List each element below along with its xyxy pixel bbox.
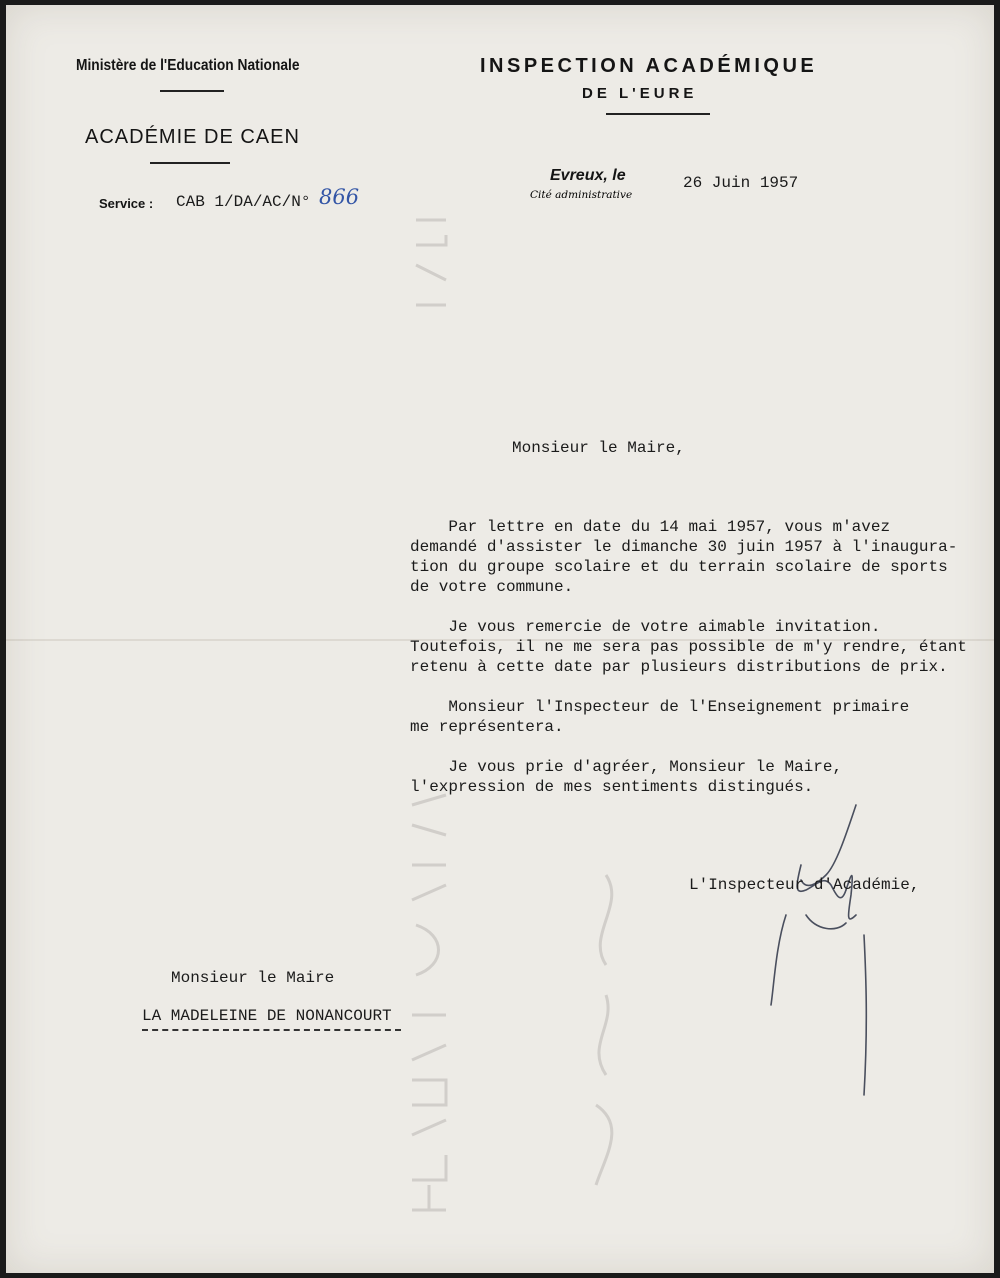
body-line: Toutefois, il ne me sera pas possible de m'y rendre, étant — [410, 638, 967, 656]
body-line: Je vous prie d'agréer, Monsieur le Maire, — [410, 758, 843, 776]
recipient-place: LA MADELEINE DE NONANCOURT — [142, 1007, 392, 1025]
department-subtitle: DE L'EURE — [582, 85, 698, 102]
recipient-title: Monsieur le Maire — [171, 969, 335, 987]
body-line: retenu à cette date par plusieurs distributions de prix. — [410, 658, 948, 676]
body-line: Je vous remercie de votre aimable invitation. — [410, 618, 881, 636]
academy-name: ACADÉMIE DE CAEN — [85, 126, 300, 148]
body-line: demandé d'assister le dimanche 30 juin 1957 à l'inaugura- — [410, 538, 958, 556]
inspection-divider — [606, 113, 710, 115]
city-sub-label: Cité administrative — [530, 189, 633, 201]
body-line: tion du groupe scolaire et du terrain scolaire de sports — [410, 558, 948, 576]
ministry-divider — [160, 90, 224, 92]
city-label: Evreux, le — [550, 167, 626, 184]
inspection-title: INSPECTION ACADÉMIQUE — [480, 55, 818, 77]
letter-date: 26 Juin 1957 — [683, 174, 799, 192]
service-number-handwritten: 866 — [319, 185, 360, 209]
service-label: Service : — [99, 196, 154, 211]
closing-title: L'Inspecteur d'Académie, — [689, 876, 920, 894]
handwritten-signature — [746, 795, 886, 1105]
body-line: Monsieur l'Inspecteur de l'Enseignement primaire — [410, 698, 910, 716]
letter-page — [6, 5, 994, 1273]
salutation: Monsieur le Maire, — [512, 439, 685, 457]
body-line: me représentera. — [410, 718, 564, 736]
ministry-name: Ministère de l'Education Nationale — [76, 57, 300, 74]
service-reference: CAB 1/DA/AC/N° — [176, 193, 311, 211]
body-line: l'expression de mes sentiments distingués. — [410, 778, 814, 796]
recipient-underline — [142, 1029, 401, 1031]
body-line: Par lettre en date du 14 mai 1957, vous m'avez — [410, 518, 891, 536]
body-line: de votre commune. — [410, 578, 574, 596]
academy-divider — [150, 162, 230, 164]
